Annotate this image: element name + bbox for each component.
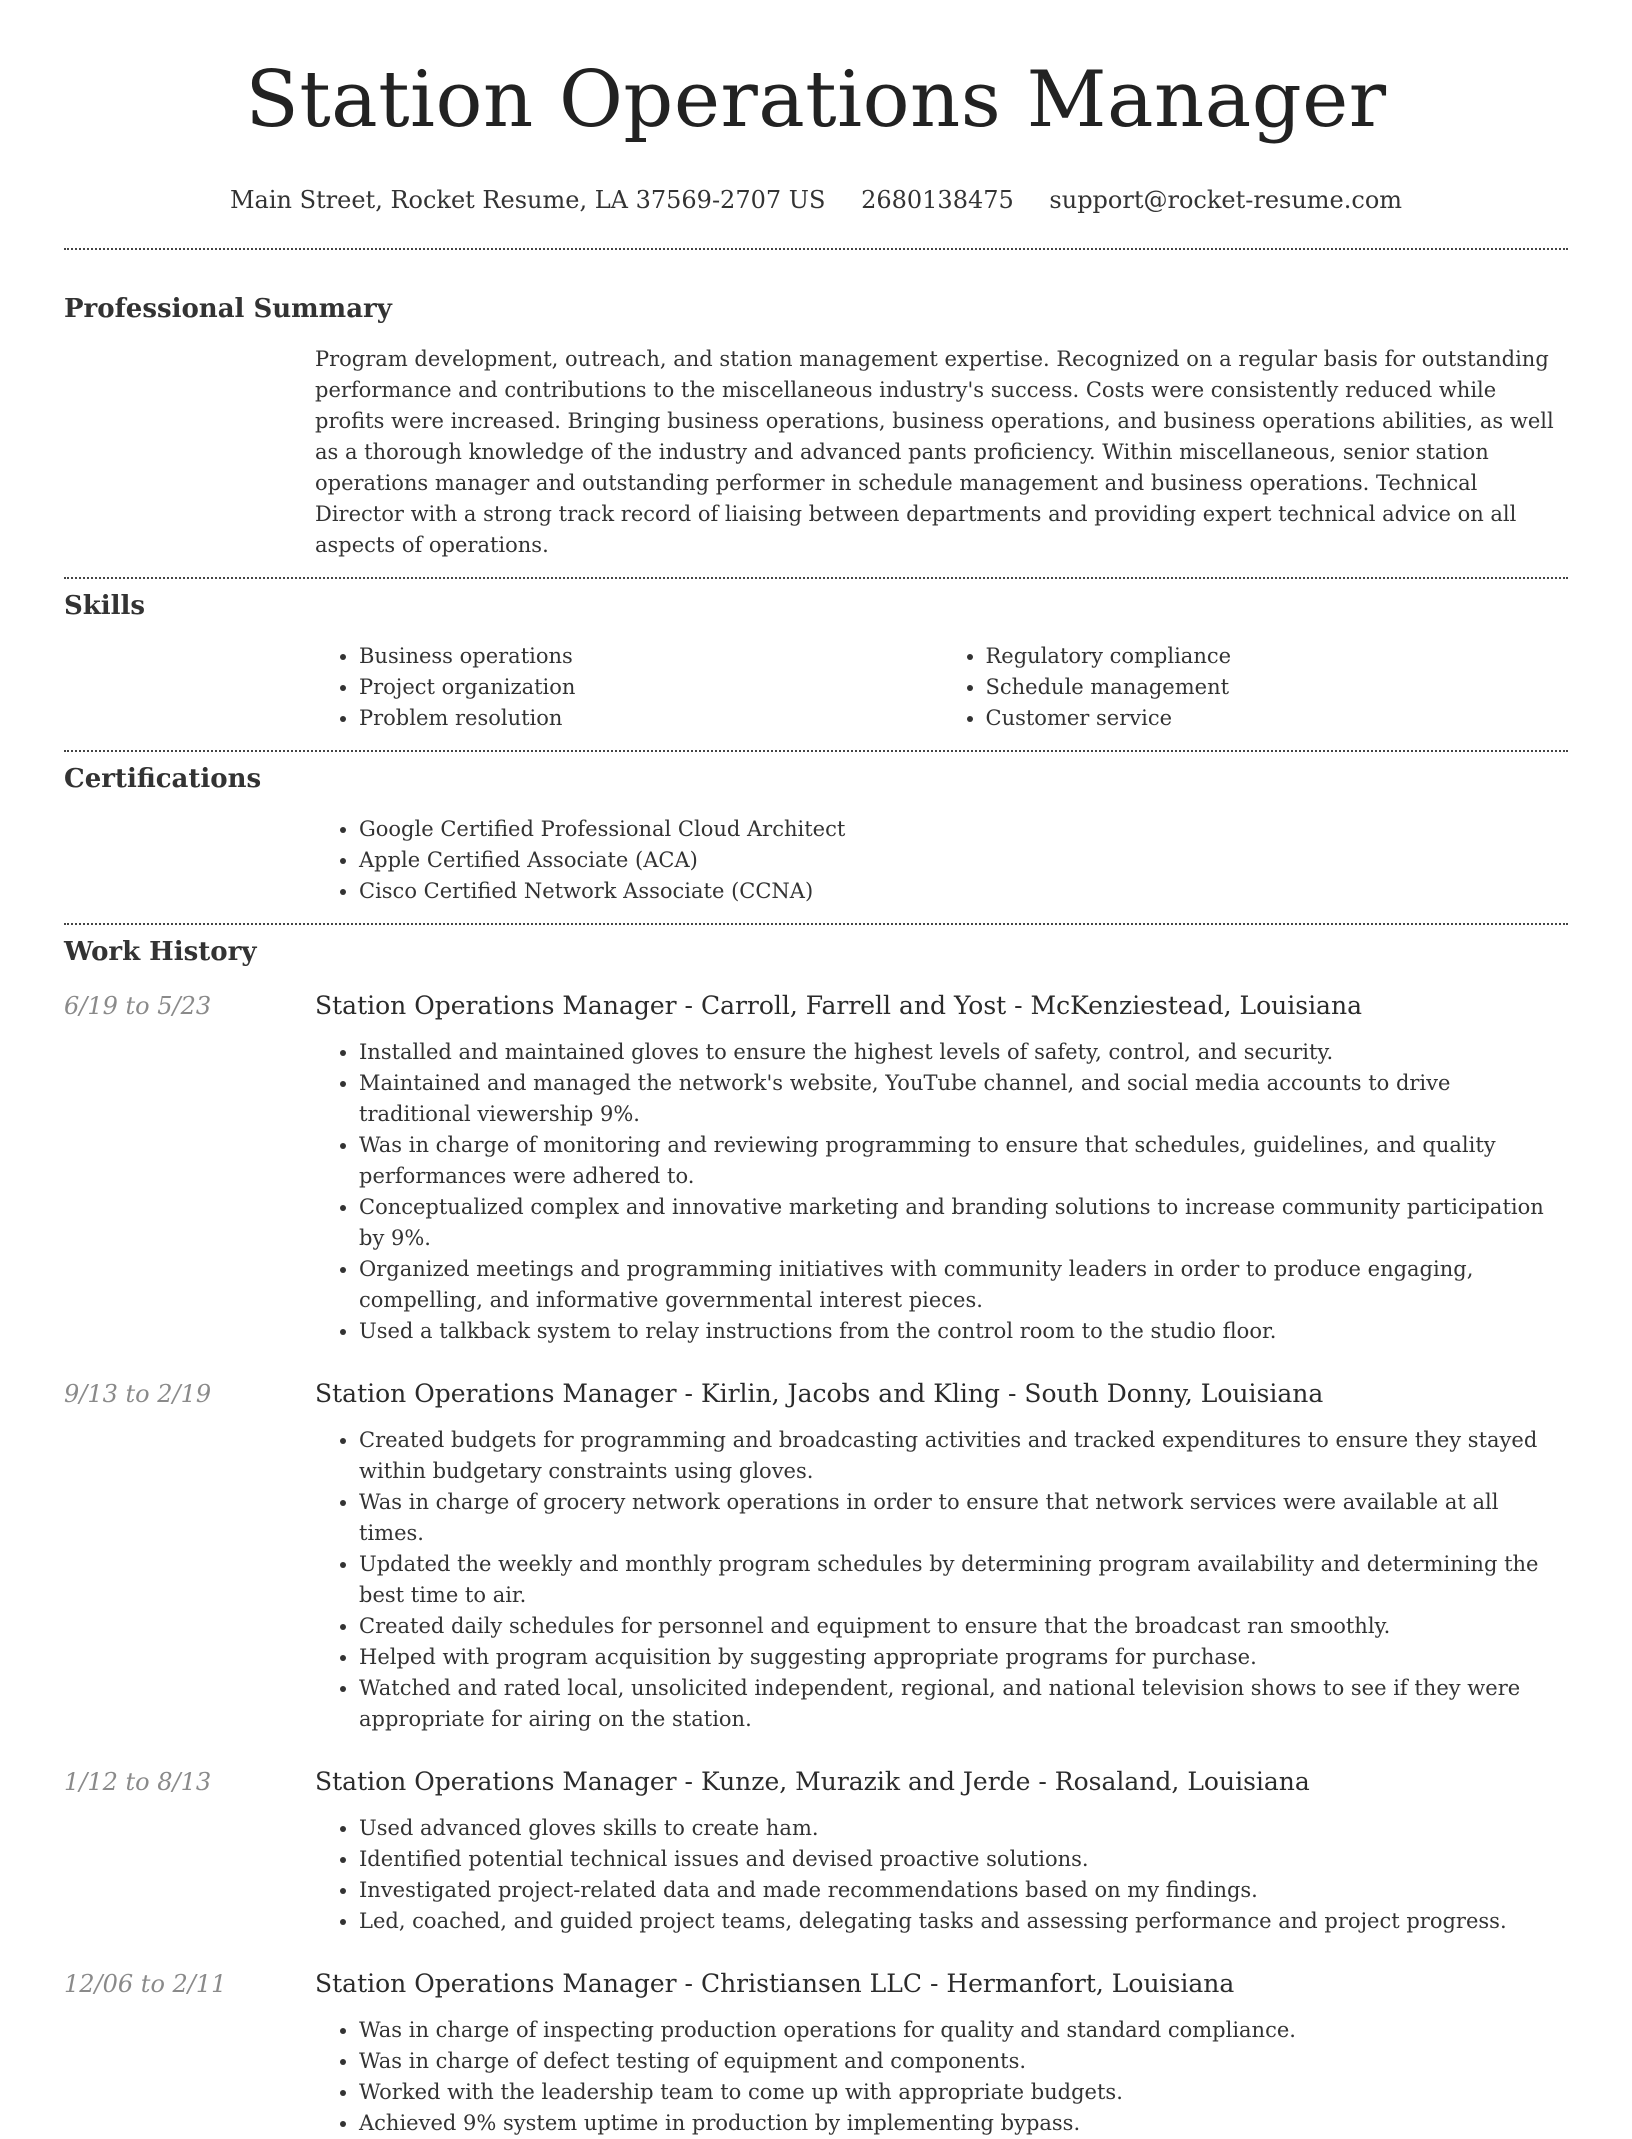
job-header xyxy=(64,989,1568,1023)
job-bullet: • Worked with the leadership team to come up with appropriate budgets. xyxy=(359,2077,1568,2108)
job-bullet: • Identified potential technical issues and devised proactive solutions. xyxy=(359,1844,1568,1875)
work-history-section xyxy=(64,925,1568,2139)
section-title: Skills xyxy=(64,591,146,621)
job-title: Station Operations Manager - Kunze, Murazik and Jerde - Rosaland, Louisiana xyxy=(315,1767,1310,1796)
job-dates: 12/06 to 2/11 xyxy=(64,1970,227,1998)
job-bullets-wrap xyxy=(315,1425,1568,1735)
job-bullet: • Created budgets for programming and broadcasting activities and tracked expenditures to ensure they stayed within budgetary constraints using gloves. xyxy=(359,1425,1568,1487)
section-title: Work History xyxy=(64,937,257,967)
job-dates: 1/12 to 8/13 xyxy=(64,1768,212,1796)
job-bullets-wrap xyxy=(315,1037,1568,1347)
contact-email: support@rocket-resume.com xyxy=(1049,186,1403,214)
job-bullet: • Created daily schedules for personnel and equipment to ensure that the broadcast ran smoothly. xyxy=(359,1611,1568,1642)
job-entry xyxy=(64,1967,1568,2139)
job-header xyxy=(64,1377,1568,1411)
skill-item: • Customer service xyxy=(986,703,1569,734)
skills-column-left xyxy=(315,641,942,734)
skill-item: • Business operations xyxy=(359,641,942,672)
skill-item: • Problem resolution xyxy=(359,703,942,734)
job-title: Station Operations Manager - Kirlin, Jacobs and Kling - South Donny, Louisiana xyxy=(315,1379,1324,1408)
job-bullet: • Led, coached, and guided project teams, delegating tasks and assessing performance and project progress. xyxy=(359,1906,1568,1937)
skills-section xyxy=(64,579,1568,734)
summary-text: Program development, outreach, and station management expertise. Recognized on a regular basis for outstanding performance and contributions to the miscellaneous industry's success. Costs were consistently reduced while profits were increased. Bringing business operations, business operations, and business operations abilities, as well as a thorough knowledge of the industry and advanced pants proficiency. Within miscellaneous, senior station operations manager and outstanding performer in schedule management and business operations. Technical Director with a strong track record of liaising between departments and providing expert technical advice on all aspects of operations. xyxy=(315,347,1554,557)
contact-line xyxy=(64,184,1568,216)
job-dates: 9/13 to 2/19 xyxy=(64,1380,212,1408)
contact-phone: 2680138475 xyxy=(861,186,1014,214)
job-bullet: • Used a talkback system to relay instructions from the control room to the studio floor. xyxy=(359,1316,1568,1347)
job-bullet: • Investigated project-related data and made recommendations based on my findings. xyxy=(359,1875,1568,1906)
job-bullet: • Was in charge of defect testing of equipment and components. xyxy=(359,2046,1568,2077)
job-bullets xyxy=(315,1813,1568,1937)
job-entry xyxy=(64,989,1568,1347)
certifications-list xyxy=(315,814,1568,907)
resume-name: Station Operations Manager xyxy=(245,55,1387,145)
job-bullets xyxy=(315,1037,1568,1347)
job-bullet: • Organized meetings and programming initiatives with community leaders in order to produce engaging, compelling, and informative governmental interest pieces. xyxy=(359,1254,1568,1316)
job-bullet: • Updated the weekly and monthly program schedules by determining program availability and determining the best time to air. xyxy=(359,1549,1568,1611)
job-header xyxy=(64,1765,1568,1799)
skill-item: • Schedule management xyxy=(986,672,1569,703)
job-bullet: • Was in charge of grocery network operations in order to ensure that network services were available at all times. xyxy=(359,1487,1568,1549)
contact-address: Main Street, Rocket Resume, LA 37569-2707 US xyxy=(229,186,826,214)
skill-item: • Project organization xyxy=(359,672,942,703)
skills-column-right xyxy=(942,641,1569,734)
resume-page xyxy=(64,0,1568,2139)
job-entry xyxy=(64,1765,1568,1937)
job-title: Station Operations Manager - Carroll, Farrell and Yost - McKenziestead, Louisiana xyxy=(315,991,1362,1020)
summary-section xyxy=(64,250,1568,561)
job-bullet: • Was in charge of inspecting production operations for quality and standard compliance. xyxy=(359,2015,1568,2046)
section-title: Professional Summary xyxy=(64,294,392,324)
job-bullet: • Maintained and managed the network's website, YouTube channel, and social media accounts to drive traditional viewership 9%. xyxy=(359,1068,1568,1130)
job-bullet: • Was in charge of monitoring and reviewing programming to ensure that schedules, guidelines, and quality performances were adhered to. xyxy=(359,1130,1568,1192)
job-bullet: • Helped with program acquisition by suggesting appropriate programs for purchase. xyxy=(359,1642,1568,1673)
job-entry xyxy=(64,1377,1568,1735)
job-bullet: • Conceptualized complex and innovative marketing and branding solutions to increase community participation by 9%. xyxy=(359,1192,1568,1254)
job-bullet: • Watched and rated local, unsolicited independent, regional, and national television shows to see if they were appropriate for airing on the station. xyxy=(359,1673,1568,1735)
job-dates: 6/19 to 5/23 xyxy=(64,992,212,1020)
job-bullet: • Installed and maintained gloves to ensure the highest levels of safety, control, and security. xyxy=(359,1037,1568,1068)
job-bullet: • Achieved 9% system uptime in production by implementing bypass. xyxy=(359,2108,1568,2139)
job-bullets-wrap xyxy=(315,1813,1568,1937)
job-bullet: • Used advanced gloves skills to create ham. xyxy=(359,1813,1568,1844)
skill-item: • Regulatory compliance xyxy=(986,641,1569,672)
job-bullets-wrap xyxy=(315,2015,1568,2139)
job-title: Station Operations Manager - Christiansen LLC - Hermanfort, Louisiana xyxy=(315,1969,1235,1998)
section-title: Certifications xyxy=(64,764,262,794)
certification-item: • Cisco Certified Network Associate (CCNA) xyxy=(359,876,1568,907)
skills-list xyxy=(315,641,1568,734)
certification-item: • Apple Certified Associate (ACA) xyxy=(359,845,1568,876)
job-header xyxy=(64,1967,1568,2001)
job-bullets xyxy=(315,2015,1568,2139)
certification-item: • Google Certified Professional Cloud Architect xyxy=(359,814,1568,845)
certifications-list-wrap xyxy=(315,814,1568,907)
job-bullets xyxy=(315,1425,1568,1735)
certifications-section xyxy=(64,752,1568,907)
